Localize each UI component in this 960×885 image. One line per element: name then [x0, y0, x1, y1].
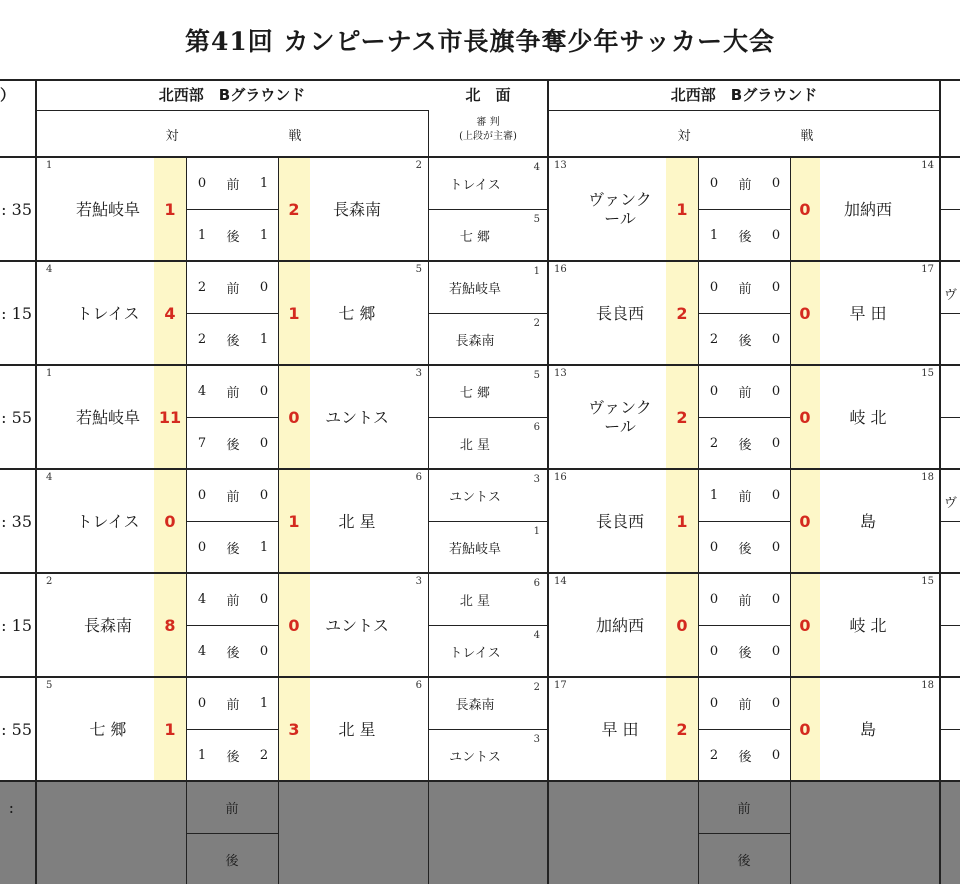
- half-label: 前: [738, 489, 752, 505]
- half-score: 1: [197, 227, 207, 243]
- score: 2: [676, 407, 688, 427]
- score: 2: [676, 719, 688, 739]
- team-number: 14: [921, 160, 934, 171]
- referee-name: 長森南: [455, 697, 495, 713]
- empty-row-bg: [0, 781, 960, 884]
- half-score: 0: [259, 279, 269, 295]
- team-name: 長森南: [332, 199, 381, 219]
- referee-number: 1: [533, 266, 540, 277]
- cut-off-referee: [944, 579, 960, 631]
- half-score: 0: [771, 175, 781, 191]
- referee-number: 4: [533, 630, 540, 641]
- half-label: 前: [226, 177, 240, 193]
- header-left-fragment: ）: [0, 85, 16, 104]
- referee-number: 4: [533, 162, 540, 173]
- referee-number: 1: [533, 526, 540, 537]
- team-number: 17: [921, 264, 934, 275]
- team-name: ユントス: [325, 615, 389, 635]
- half-score: 0: [709, 695, 719, 711]
- half-label: 後: [226, 541, 240, 557]
- half-score: 0: [771, 435, 781, 451]
- referee-name: 七 郷: [459, 229, 491, 245]
- half-label: 後: [226, 333, 240, 349]
- half-score: 2: [709, 435, 719, 451]
- team-name: 島: [859, 511, 876, 531]
- half-score: 7: [197, 435, 207, 451]
- team-number: 4: [46, 264, 53, 275]
- half-score: 0: [771, 487, 781, 503]
- cut-off-referee: ヴ: [944, 495, 958, 511]
- half-label: 後: [738, 229, 752, 245]
- referee-name: 七 郷: [459, 385, 491, 401]
- referee-name: ユントス: [449, 489, 501, 505]
- half-score: 1: [259, 695, 269, 711]
- cut-off-referee: ヴ: [944, 287, 958, 303]
- column-border: [939, 79, 941, 884]
- referee-name: 若鮎岐阜: [448, 281, 501, 297]
- team-name: 長良西: [595, 511, 644, 531]
- score: 1: [164, 719, 176, 739]
- column-border: [547, 79, 549, 884]
- half-score: 0: [259, 435, 269, 451]
- half-label: 前: [226, 593, 240, 609]
- team-number: 1: [46, 368, 53, 379]
- score: 0: [799, 719, 811, 739]
- team-name: 七 郷: [89, 719, 127, 739]
- half-label: 後: [738, 749, 752, 765]
- cut-off-referee: [944, 683, 960, 735]
- half-label: 後: [226, 229, 240, 245]
- half-score: 0: [259, 383, 269, 399]
- half-label: 前: [226, 697, 240, 713]
- half-label: 前: [737, 801, 751, 817]
- score: 1: [676, 199, 688, 219]
- side-label: 北 面: [465, 85, 511, 104]
- referee-name: 若鮎岐阜: [448, 541, 501, 557]
- score: 0: [288, 407, 300, 427]
- match-time: : 35: [1, 511, 32, 531]
- half-score: 4: [197, 643, 207, 659]
- half-label: 前: [226, 489, 240, 505]
- team-number: 5: [46, 680, 53, 691]
- score: 0: [164, 511, 176, 531]
- referee-name: トレイス: [449, 177, 501, 193]
- referee-number: 3: [533, 734, 540, 745]
- half-label: 後: [226, 645, 240, 661]
- referee-number: 5: [533, 214, 540, 225]
- half-score: 0: [709, 643, 719, 659]
- taisen-label-a2: 対: [677, 128, 691, 144]
- half-score: 0: [771, 747, 781, 763]
- referee-name: トレイス: [449, 645, 501, 661]
- half-score: 1: [259, 331, 269, 347]
- score: 0: [799, 615, 811, 635]
- score: 0: [799, 199, 811, 219]
- team-name: 長森南: [83, 615, 132, 635]
- half-label: 前: [738, 697, 752, 713]
- half-score: 0: [709, 279, 719, 295]
- half-label: 後: [738, 541, 752, 557]
- team-number: 18: [921, 680, 934, 691]
- half-label: 後: [738, 333, 752, 349]
- taisen-label-b: 戦: [288, 128, 302, 144]
- match-time: :: [8, 797, 14, 817]
- team-name: 早 田: [849, 303, 887, 323]
- team-number: 4: [46, 472, 53, 483]
- referee-number: 6: [533, 422, 540, 433]
- half-score: 0: [197, 695, 207, 711]
- cut-off-referee: [944, 163, 960, 215]
- ground-b-label: 北西部 Bグラウンド: [670, 85, 818, 104]
- match-time: : 35: [1, 199, 32, 219]
- team-name: 岐 北: [849, 407, 887, 427]
- half-label: 後: [226, 437, 240, 453]
- team-name: ユントス: [325, 407, 389, 427]
- referee-header-line2: (上段が主審): [459, 131, 517, 142]
- team-name: 北 星: [338, 719, 376, 739]
- half-score: 2: [709, 331, 719, 347]
- team-number: 2: [415, 160, 422, 171]
- cut-off-referee: [944, 371, 960, 423]
- team-number: 15: [921, 368, 934, 379]
- team-name: 早 田: [601, 719, 639, 739]
- team-name: 加納西: [843, 199, 892, 219]
- referee-header-line1: 審 判: [476, 117, 500, 128]
- half-score: 0: [197, 487, 207, 503]
- team-name: 七 郷: [338, 303, 376, 323]
- referee-name: 長森南: [455, 333, 495, 349]
- half-score: 0: [709, 539, 719, 555]
- half-label: 前: [225, 801, 239, 817]
- team-number: 6: [415, 472, 422, 483]
- match-time: : 15: [1, 615, 32, 635]
- team-number: 3: [415, 576, 422, 587]
- half-score: 0: [771, 331, 781, 347]
- referee-number: 2: [533, 318, 540, 329]
- half-score: 0: [259, 487, 269, 503]
- team-number: 1: [46, 160, 53, 171]
- half-score: 4: [197, 591, 207, 607]
- half-score: 1: [259, 175, 269, 191]
- team-number: 13: [554, 160, 567, 171]
- referee-name: ユントス: [449, 749, 501, 765]
- half-score: 2: [197, 279, 207, 295]
- team-name: 岐 北: [849, 615, 887, 635]
- half-label: 前: [226, 385, 240, 401]
- half-score: 0: [771, 227, 781, 243]
- half-label: 前: [738, 281, 752, 297]
- half-score: 0: [259, 591, 269, 607]
- referee-number: 5: [533, 370, 540, 381]
- team-name: ヴァンクール: [588, 190, 652, 228]
- half-score: 0: [771, 279, 781, 295]
- score: 1: [164, 199, 176, 219]
- taisen-label-a: 対: [165, 128, 179, 144]
- half-score: 0: [771, 695, 781, 711]
- half-score: 1: [259, 227, 269, 243]
- half-label: 後: [226, 749, 240, 765]
- half-label: 前: [738, 593, 752, 609]
- half-label: 後: [738, 437, 752, 453]
- half-score: 0: [709, 383, 719, 399]
- team-number: 16: [554, 264, 567, 275]
- referee-number: 6: [533, 578, 540, 589]
- score: 1: [288, 511, 300, 531]
- score: 0: [288, 615, 300, 635]
- team-name: 若鮎岐阜: [75, 407, 140, 427]
- team-number: 13: [554, 368, 567, 379]
- match-time: : 55: [1, 719, 32, 739]
- score: 0: [799, 303, 811, 323]
- half-score: 0: [771, 643, 781, 659]
- page-title: 第41回 カンピーナス市長旗争奪少年サッカー大会: [185, 27, 775, 56]
- half-score: 2: [197, 331, 207, 347]
- team-name: 北 星: [338, 511, 376, 531]
- team-number: 18: [921, 472, 934, 483]
- half-score: 2: [259, 747, 269, 763]
- match-time: : 15: [1, 303, 32, 323]
- score: 1: [676, 511, 688, 531]
- grid-line: [36, 110, 428, 111]
- score: 0: [799, 407, 811, 427]
- match-time: : 55: [1, 407, 32, 427]
- team-name: 加納西: [595, 615, 644, 635]
- half-score: 0: [197, 539, 207, 555]
- half-score: 1: [197, 747, 207, 763]
- half-score: 1: [709, 487, 719, 503]
- team-number: 17: [554, 680, 567, 691]
- team-name: 島: [859, 719, 876, 739]
- team-name: ヴァンクール: [588, 398, 652, 436]
- grid-line: [548, 110, 940, 111]
- team-number: 15: [921, 576, 934, 587]
- score: 11: [158, 407, 182, 427]
- half-score: 0: [259, 643, 269, 659]
- half-score: 0: [771, 539, 781, 555]
- half-score: 0: [771, 383, 781, 399]
- team-name: 若鮎岐阜: [75, 199, 140, 219]
- half-score: 0: [197, 175, 207, 191]
- half-label: 後: [738, 645, 752, 661]
- score: 4: [164, 303, 176, 323]
- score: 0: [799, 511, 811, 531]
- referee-name: 北 星: [459, 437, 491, 453]
- half-score: 0: [709, 591, 719, 607]
- match-schedule-table: [0, 79, 960, 884]
- half-score: 1: [709, 227, 719, 243]
- half-score: 2: [709, 747, 719, 763]
- half-label: 前: [738, 385, 752, 401]
- team-number: 3: [415, 368, 422, 379]
- score: 0: [676, 615, 688, 635]
- ground-a-label: 北西部 Bグラウンド: [158, 85, 306, 104]
- column-border: [428, 110, 429, 884]
- half-label: 前: [226, 281, 240, 297]
- half-score: 0: [771, 591, 781, 607]
- half-score: 1: [259, 539, 269, 555]
- referee-number: 3: [533, 474, 540, 485]
- score: 2: [288, 199, 300, 219]
- score: 3: [288, 719, 300, 739]
- score: 1: [288, 303, 300, 323]
- team-number: 5: [415, 264, 422, 275]
- half-label: 前: [738, 177, 752, 193]
- team-name: 長良西: [595, 303, 644, 323]
- score: 8: [164, 615, 176, 635]
- team-number: 6: [415, 680, 422, 691]
- team-number: 2: [46, 576, 53, 587]
- team-name: トレイス: [76, 511, 140, 531]
- taisen-label-b2: 戦: [800, 128, 814, 144]
- team-number: 16: [554, 472, 567, 483]
- team-name: トレイス: [76, 303, 140, 323]
- half-score: 4: [197, 383, 207, 399]
- column-border: [35, 79, 37, 884]
- half-label: 後: [225, 853, 239, 869]
- referee-name: 北 星: [459, 593, 491, 609]
- referee-number: 2: [533, 682, 540, 693]
- score: 2: [676, 303, 688, 323]
- half-score: 0: [709, 175, 719, 191]
- half-label: 後: [737, 853, 751, 869]
- team-number: 14: [554, 576, 567, 587]
